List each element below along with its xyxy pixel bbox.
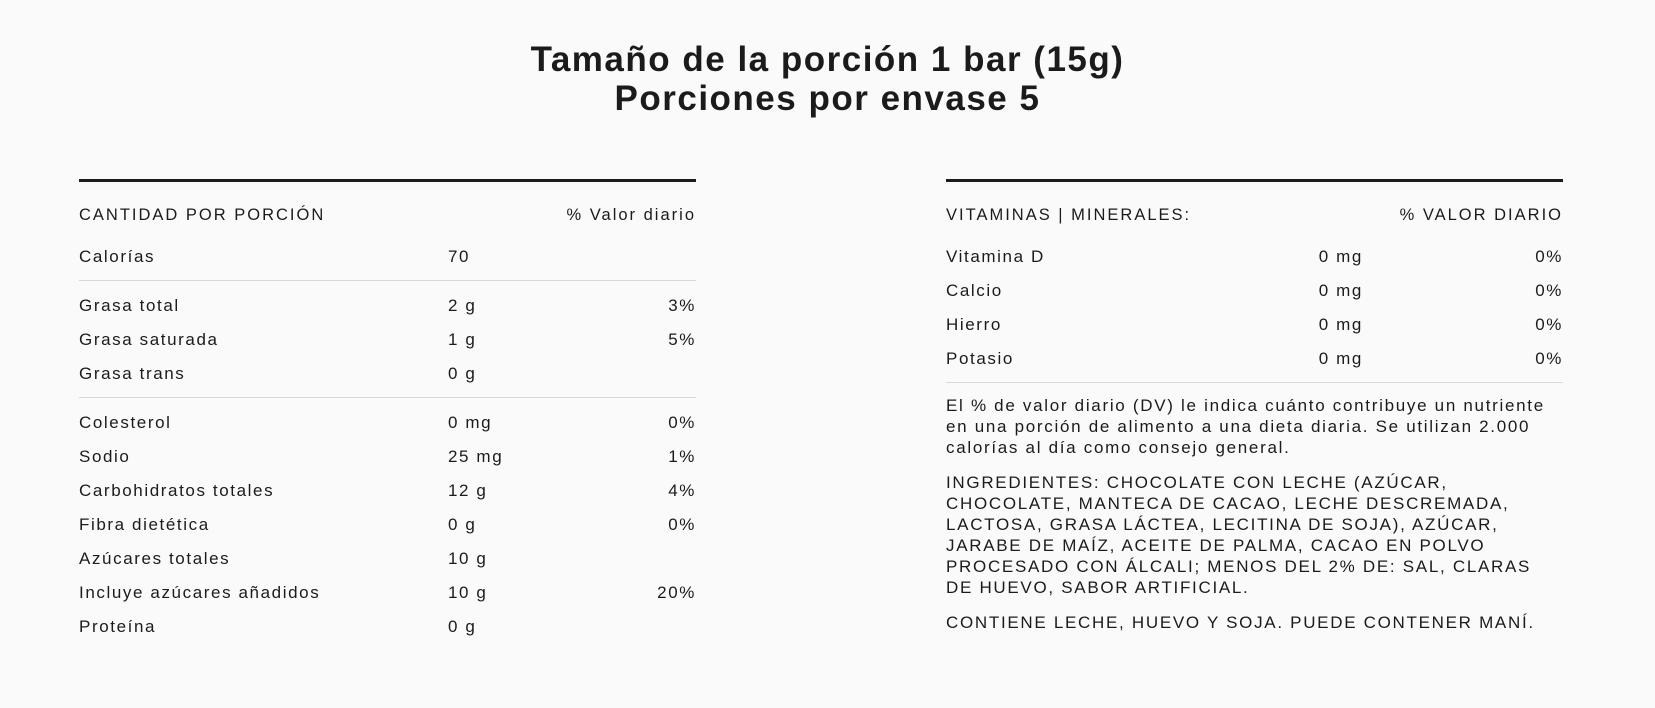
nutrient-amount: 0 g (448, 515, 477, 534)
nutrient-amount: 1 g (448, 330, 477, 349)
vitamin-daily-value: 0% (1535, 315, 1563, 334)
nutrient-label: Grasa total (79, 296, 180, 315)
nutrient-daily-value: 0% (668, 413, 696, 432)
vitamin-daily-value: 0% (1535, 349, 1563, 368)
servings-per-container-title: Porciones por envase 5 (614, 79, 1041, 118)
nutrient-daily-value: 3% (668, 296, 696, 315)
nutrient-label: Carbohidratos totales (79, 481, 275, 500)
daily-value-note: El % de valor diario (DV) le indica cuánto contribuye un nutriente en una porción de alimento a una dieta diaria. Se utilizan 2.000 calorías al día como consejo general. (946, 396, 1545, 457)
ingredients-list: INGREDIENTES: CHOCOLATE CON LECHE (AZÚCAR, CHOCOLATE, MANTECA DE CACAO, LECHE DESCREMADA, LACTOSA, GRASA LÁCTEA, LECITINA DE SOJA), AZÚCAR, JARABE DE MAÍZ, ACEITE DE PALMA, CACAO EN POLVO PROCESADO CON ÁLCALI; MENOS DEL 2% DE: SAL, CLARAS DE HUEVO, SABOR ARTIFICIAL. (946, 473, 1532, 597)
vitamin-amount: 0 mg (1318, 281, 1363, 300)
nutrient-amount: 70 (448, 247, 471, 266)
nutrient-label: Proteína (79, 617, 157, 636)
vitamin-label: Potasio (946, 349, 1014, 368)
nutrient-label: Grasa saturada (79, 330, 219, 349)
nutrient-label: Calorías (79, 247, 156, 266)
nutrient-label: Grasa trans (79, 364, 186, 383)
nutrient-amount: 0 g (448, 617, 477, 636)
nutrient-daily-value: 20% (657, 583, 696, 602)
row-divider (79, 397, 696, 398)
nutrient-row (79, 508, 696, 542)
nutrient-row (79, 357, 696, 391)
vitamin-daily-value: 0% (1535, 281, 1563, 300)
nutrient-label: Azúcares totales (79, 549, 231, 568)
row-divider (79, 280, 696, 281)
nutrient-label: Incluye azúcares añadidos (79, 583, 321, 602)
vitamins-minerals-heading: VITAMINAS | MINERALES: (946, 206, 1192, 224)
vitamin-row (946, 240, 1563, 274)
nutrient-daily-value: 0% (668, 515, 696, 534)
vitamin-row (946, 308, 1563, 342)
vitamins-table-header (946, 206, 1563, 240)
vitamin-row (946, 342, 1563, 376)
allergen-statement: CONTIENE LECHE, HUEVO Y SOJA. PUEDE CONTENER MANÍ. (946, 613, 1535, 632)
nutrition-facts-table (79, 179, 696, 644)
nutrient-row (79, 406, 696, 440)
nutrient-row-calories (79, 240, 696, 274)
nutrient-row (79, 610, 696, 644)
nutrition-table-header (79, 206, 696, 240)
nutrient-amount: 0 g (448, 364, 477, 383)
nutrient-row (79, 474, 696, 508)
nutrient-row (79, 323, 696, 357)
nutrient-amount: 25 mg (448, 447, 504, 466)
nutrient-daily-value: 4% (668, 481, 696, 500)
vitamin-amount: 0 mg (1318, 247, 1363, 266)
nutrient-amount: 0 mg (448, 413, 493, 432)
nutrient-daily-value: 1% (668, 447, 696, 466)
daily-value-heading: % Valor diario (566, 206, 696, 224)
daily-value-heading: % VALOR DIARIO (1399, 206, 1563, 224)
vitamin-daily-value: 0% (1535, 247, 1563, 266)
vitamins-minerals-table (946, 179, 1563, 647)
nutrient-amount: 10 g (448, 549, 488, 568)
vitamin-amount: 0 mg (1318, 315, 1363, 334)
nutrient-row (79, 576, 696, 610)
nutrient-label: Colesterol (79, 413, 172, 432)
vitamin-row (946, 274, 1563, 308)
nutrient-amount: 2 g (448, 296, 477, 315)
nutrient-amount: 12 g (448, 481, 488, 500)
vitamin-amount: 0 mg (1318, 349, 1363, 368)
nutrient-row (79, 289, 696, 323)
serving-size-title: Tamaño de la porción 1 bar (15g) (530, 40, 1125, 79)
nutrient-row (79, 440, 696, 474)
vitamin-label: Calcio (946, 281, 1003, 300)
serving-header (0, 40, 1655, 118)
vitamin-label: Hierro (946, 315, 1002, 334)
amount-per-serving-heading: CANTIDAD POR PORCIÓN (79, 206, 326, 224)
nutrient-row (79, 542, 696, 576)
nutrient-amount: 10 g (448, 583, 488, 602)
row-divider (946, 382, 1563, 383)
vitamin-label: Vitamina D (946, 247, 1045, 266)
nutrient-label: Fibra dietética (79, 515, 210, 534)
nutrient-label: Sodio (79, 447, 131, 466)
nutrient-daily-value: 5% (668, 330, 696, 349)
